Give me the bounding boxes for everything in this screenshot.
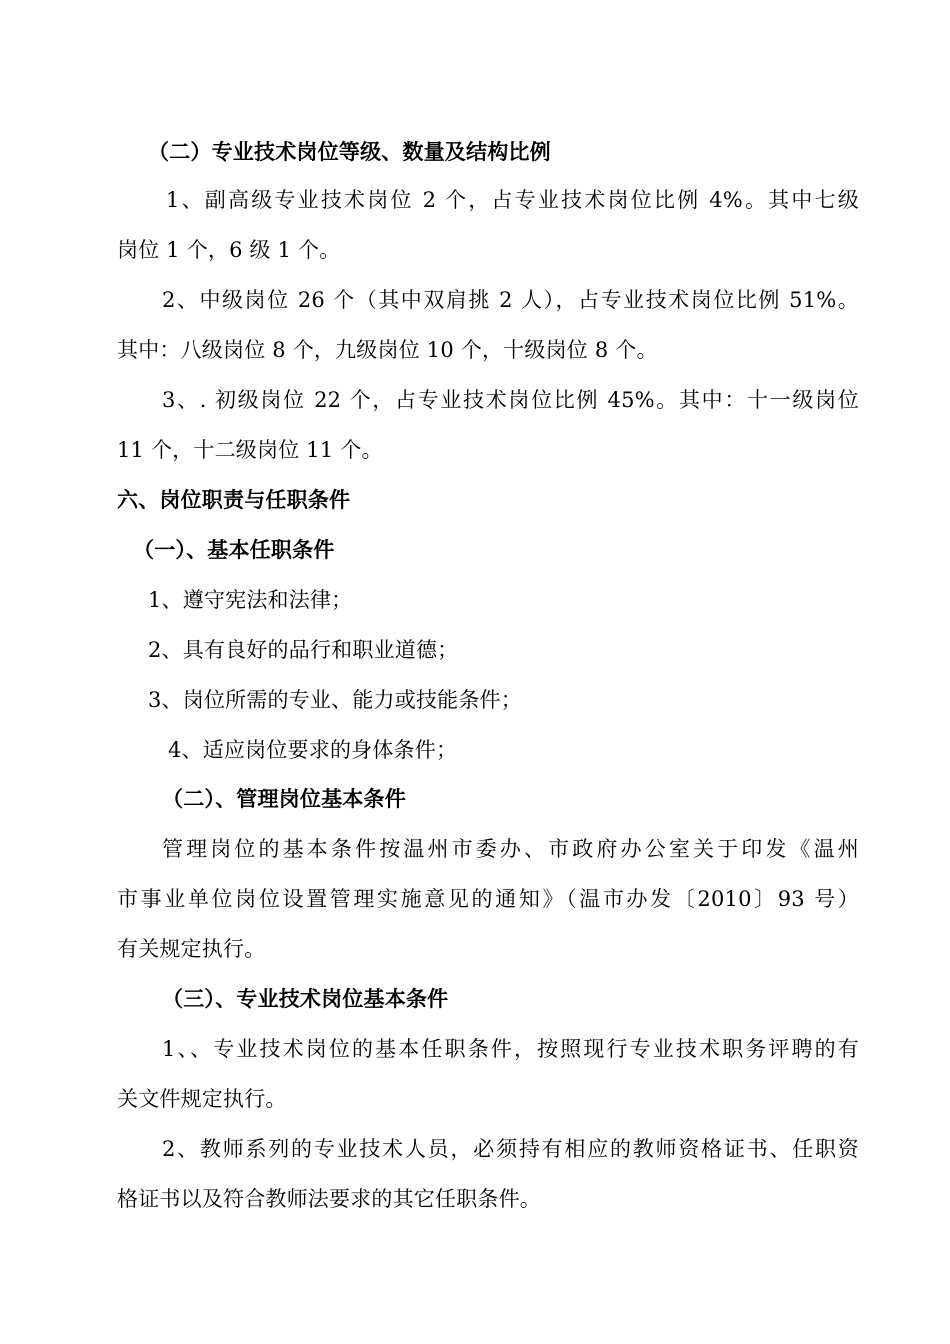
- paragraph-intermediate-posts-line1: 2、中级岗位 26 个（其中双肩挑 2 人），占专业技术岗位比例 51%。: [162, 288, 859, 312]
- section-heading-tech-post-levels: （二）专业技术岗位等级、数量及结构比例: [148, 140, 551, 164]
- paragraph-senior-posts-line1: 1、副高级专业技术岗位 2 个，占专业技术岗位比例 4%。其中七级: [166, 188, 859, 212]
- subsection-heading-basic-qualifications: （一）、基本任职条件: [133, 538, 335, 562]
- paragraph-junior-posts-line1: 3、. 初级岗位 22 个，占专业技术岗位比例 45%。其中：十一级岗位: [162, 388, 859, 412]
- paragraph-tech-condition-2-line1: 2、教师系列的专业技术人员，必须持有相应的教师资格证书、任职资: [162, 1137, 859, 1161]
- paragraph-tech-condition-1-line2: 关文件规定执行。: [117, 1087, 287, 1111]
- paragraph-management-line3: 有关规定执行。: [117, 937, 266, 961]
- paragraph-tech-condition-2-line2: 格证书以及符合教师法要求的其它任职条件。: [117, 1187, 541, 1211]
- paragraph-junior-posts-line2: 11 个，十二级岗位 11 个。: [117, 438, 383, 462]
- subsection-heading-tech-post-conditions: （三）、专业技术岗位基本条件: [162, 987, 449, 1011]
- paragraph-management-line2: 市事业单位岗位设置管理实施意见的通知》（温市办发〔2010〕93 号）: [117, 887, 859, 911]
- paragraph-tech-condition-1-line1: 1、、专业技术岗位的基本任职条件，按照现行专业技术职务评聘的有: [162, 1037, 859, 1061]
- paragraph-senior-posts-line2: 岗位 1 个，6 级 1 个。: [117, 238, 341, 262]
- list-item-requirement-1: 1、遵守宪法和法律；: [148, 588, 353, 612]
- subsection-heading-management-posts: （二）、管理岗位基本条件: [162, 787, 406, 811]
- paragraph-management-line1: 管理岗位的基本条件按温州市委办、市政府办公室关于印发《温州: [162, 837, 859, 861]
- list-item-requirement-3: 3、岗位所需的专业、能力或技能条件；: [148, 688, 522, 712]
- chapter-heading-duties-qualifications: 六、岗位职责与任职条件: [117, 488, 351, 512]
- paragraph-intermediate-posts-line2: 其中：八级岗位 8 个，九级岗位 10 个，十级岗位 8 个。: [117, 338, 658, 362]
- list-item-requirement-2: 2、具有良好的品行和职业道德；: [148, 638, 459, 662]
- list-item-requirement-4: 4、适应岗位要求的身体条件；: [168, 738, 458, 762]
